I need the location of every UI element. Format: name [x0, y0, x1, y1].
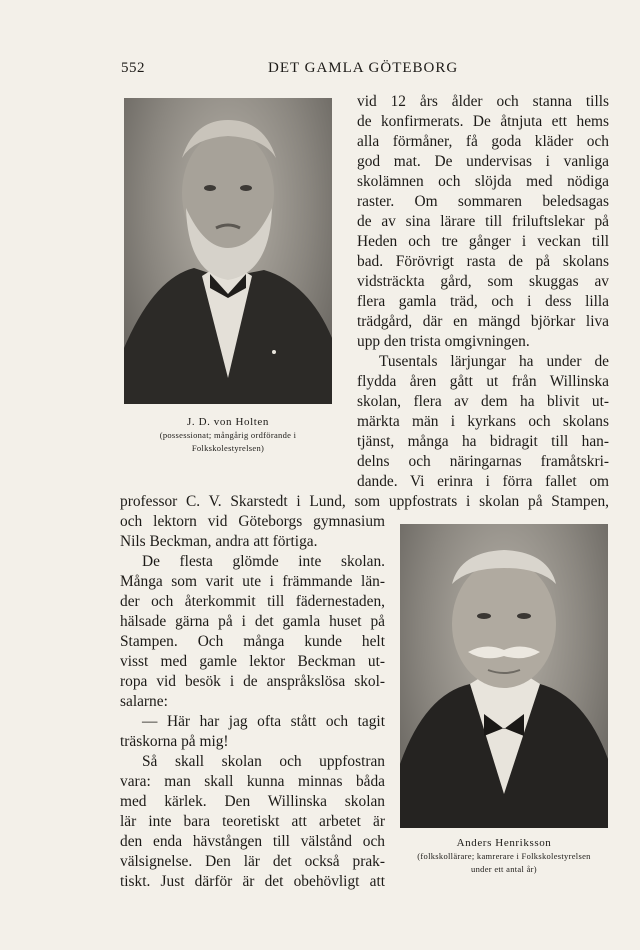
- body-line: Stampen. Och många kunde helt: [120, 633, 385, 650]
- body-line: de konfirmerats. De åtnjuta ett hems: [357, 113, 609, 130]
- body-line: tjänst, många ha bidragit till han-: [357, 433, 609, 450]
- portrait-caption-henriksson: [394, 836, 614, 876]
- body-line: dande. Vi erinra i förra fallet om: [357, 473, 609, 490]
- body-line: träskorna på mig!: [120, 733, 229, 750]
- body-line: skolämnen och slöjda med nödiga: [357, 173, 609, 190]
- body-line: Tusentals lärjungar ha under de: [379, 353, 609, 370]
- caption-name: J. D. von Holten: [186, 416, 269, 428]
- body-line: upp den trista omgivningen.: [357, 333, 530, 350]
- body-line: och lektorn vid Göteborgs gymnasium: [120, 513, 385, 530]
- body-line: salarne:: [120, 693, 168, 710]
- body-line: Så skall skolan och uppfostran: [142, 753, 385, 770]
- caption-line: under ett antal år): [471, 864, 537, 874]
- body-line: raster. Om sommaren beledsagas: [357, 193, 609, 210]
- caption-line: (possessionat; mångårig ordförande i: [159, 430, 297, 440]
- body-line: Nils Beckman, andra att förtiga.: [120, 533, 318, 550]
- body-line: vidsträckta gård, som skuggas av: [357, 273, 609, 290]
- running-title: DET GAMLA GÖTEBORG: [268, 60, 459, 76]
- body-line: vara: man skall kunna minnas båda: [120, 773, 385, 790]
- portrait-photo-von-holten: [124, 98, 332, 404]
- body-line: — Här har jag ofta stått och tagit: [142, 713, 385, 730]
- body-line: skolan, flera av dem ha blivit ut-: [357, 393, 609, 410]
- body-line: trädgård, där en mängd björkar liva: [357, 313, 609, 330]
- body-line: Heden och tre gånger i veckan till: [357, 233, 609, 250]
- body-line: god mat. De undervisas i vanliga: [357, 153, 609, 170]
- portrait-photo-henriksson: [400, 524, 608, 828]
- caption-line: (folkskollärare; kamrerare i Folkskolestyrelsen: [417, 851, 591, 861]
- body-line: märkta män i kyrkans och skolans: [357, 413, 609, 430]
- body-line: bad. Förövrigt rasta de på skolans: [357, 253, 609, 270]
- body-line: De flesta glömde inte skolan.: [142, 553, 385, 570]
- body-line: Många som varit ute i främmande län-: [120, 573, 385, 590]
- body-line: hälsade gärna på i det gamla huset på: [120, 613, 385, 630]
- body-line: med kärlek. Den Willinska skolan: [120, 793, 385, 810]
- page-number: 552: [121, 60, 145, 76]
- portrait-caption-von-holten: [124, 415, 332, 455]
- body-line: vid 12 års ålder och stanna tills: [357, 93, 609, 110]
- body-line: tiskt. Just därför är det obehövligt att: [120, 873, 385, 890]
- body-line: lär inte bara teoretiskt att arbetet är: [120, 813, 385, 830]
- body-line: der och återkommit till fädernestaden,: [120, 593, 385, 610]
- body-line: flera gamla träd, och i dess lilla: [357, 293, 609, 310]
- body-line: de av sina lärare till friluftslekar på: [357, 213, 609, 230]
- body-line: alla förmåner, få goda kläder och: [357, 133, 609, 150]
- body-line: delns och näringarnas framåtskri-: [357, 453, 609, 470]
- body-line: flydda åren gått ut från Willinska: [357, 373, 609, 390]
- body-line: ropa vid besök i de anspråkslösa skol-: [120, 673, 385, 690]
- caption-name: Anders Henriksson: [456, 837, 552, 849]
- body-line: välsignelse. Den lär det också prak-: [120, 853, 385, 870]
- body-line: visst med gamle lektor Beckman ut-: [120, 653, 385, 670]
- body-line: professor C. V. Skarstedt i Lund, som uppfostrats i skolan på Stampen,: [120, 493, 609, 510]
- body-line: den enda hävstången till välstånd och: [120, 833, 385, 850]
- caption-line: Folkskolestyrelsen): [191, 443, 265, 453]
